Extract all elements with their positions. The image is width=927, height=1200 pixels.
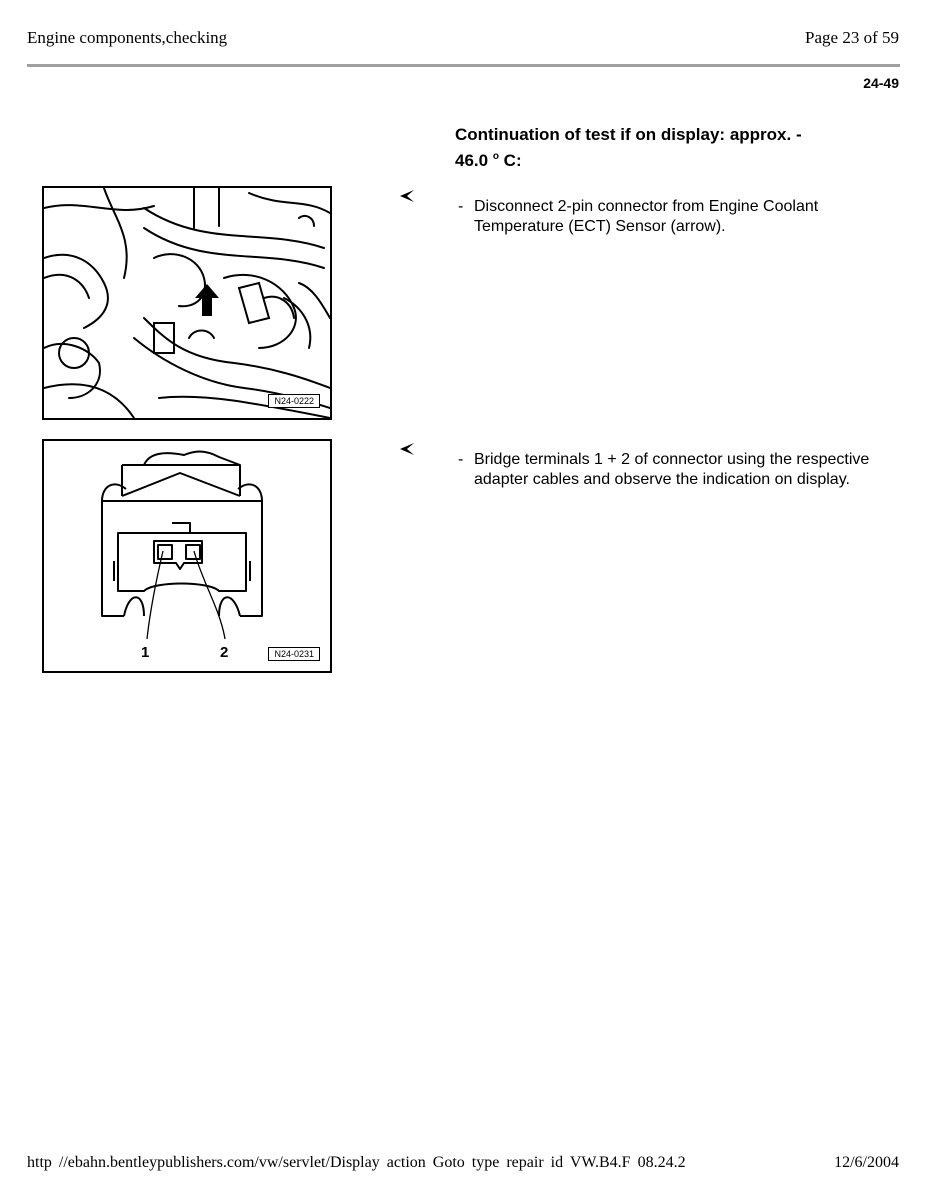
footer-url: http //ebahn.bentleypublishers.com/vw/servlet/Display action Goto type repair id VW.B4.F 08.24.2 xyxy=(27,1154,686,1171)
engine-bay-drawing xyxy=(44,188,330,418)
heading-value: 46.0 xyxy=(455,151,489,170)
terminal-label-2: 2 xyxy=(220,644,229,661)
figure-code: N24-0231 xyxy=(268,647,320,661)
degree-symbol: o xyxy=(492,151,499,162)
step-text: Bridge terminals 1 + 2 of connector using the respective adapter cables and observe the indication on display. xyxy=(474,451,870,488)
continuation-heading xyxy=(455,124,855,172)
footer-date: 12/6/2004 xyxy=(834,1154,899,1171)
arrow-pointer-icon xyxy=(398,441,416,457)
document-title: Engine components,checking xyxy=(27,28,228,47)
connector-drawing xyxy=(44,441,330,671)
step-dash: - xyxy=(458,198,464,215)
terminal-label-1: 1 xyxy=(141,644,150,661)
step-text: Disconnect 2-pin connector from Engine Coolant Temperature (ECT) Sensor (arrow). xyxy=(474,198,819,235)
instruction-step xyxy=(458,197,878,237)
heading-unit: C: xyxy=(503,151,522,170)
figure-connector xyxy=(42,439,332,673)
page-indicator: Page 23 of 59 xyxy=(805,28,899,47)
header-divider xyxy=(27,64,900,67)
step-dash: - xyxy=(458,451,464,468)
instruction-step xyxy=(458,450,878,490)
section-number: 24-49 xyxy=(863,75,899,91)
heading-line1: Continuation of test if on display: approx. - xyxy=(455,125,802,144)
arrow-pointer-icon xyxy=(398,188,416,204)
figure-code: N24-0222 xyxy=(268,394,320,408)
figure-engine-bay xyxy=(42,186,332,420)
